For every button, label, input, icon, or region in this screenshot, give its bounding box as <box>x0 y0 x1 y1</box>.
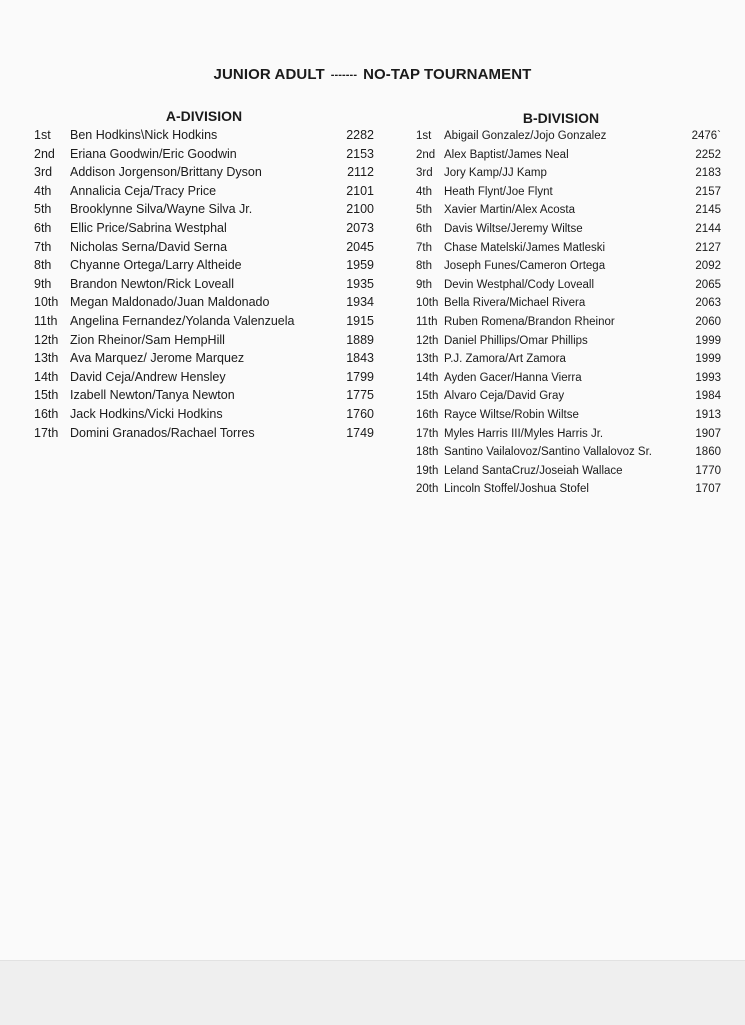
team-score: 1775 <box>346 388 374 403</box>
standings-row <box>416 204 721 223</box>
standings-row <box>34 370 374 389</box>
team-names: P.J. Zamora/Art Zamora <box>444 353 566 366</box>
standings-row <box>416 372 721 391</box>
team-score: 1984 <box>695 390 721 403</box>
team-score: 2100 <box>346 202 374 217</box>
place-label: 6th <box>34 220 52 235</box>
place-label: 2nd <box>416 148 436 161</box>
page-title <box>0 66 745 83</box>
place-label: 9th <box>416 278 432 291</box>
team-names: Brooklynne Silva/Wayne Silva Jr. <box>70 202 253 217</box>
place-label: 1st <box>34 128 51 142</box>
team-names: Domini Granados/Rachael Torres <box>70 425 255 440</box>
place-label: 12th <box>416 334 439 347</box>
team-score: 2112 <box>347 165 374 180</box>
team-score: 1999 <box>695 353 721 366</box>
standings-row <box>416 167 721 186</box>
place-label: 17th <box>34 425 59 440</box>
standings-row <box>416 149 721 168</box>
standings-row <box>416 428 721 447</box>
team-score: 1749 <box>346 425 374 440</box>
team-score: 1907 <box>695 427 721 440</box>
team-score: 1915 <box>346 313 374 328</box>
b-division-heading: B-DIVISION <box>522 110 600 126</box>
standings-row <box>34 333 374 352</box>
team-names: Jack Hodkins/Vicki Hodkins <box>70 406 223 421</box>
standings-row <box>416 130 721 149</box>
place-label: 13th <box>34 351 59 366</box>
team-names: Annalicia Ceja/Tracy Price <box>70 183 217 198</box>
team-names: Alex Baptist/James Neal <box>444 148 569 161</box>
team-score: 1993 <box>695 371 721 384</box>
standings-row <box>34 221 374 240</box>
team-names: Myles Harris III/Myles Harris Jr. <box>444 427 604 440</box>
standings-row <box>416 260 721 279</box>
team-names: Devin Westphal/Cody Loveall <box>444 278 595 291</box>
title-left: JUNIOR ADULT <box>213 66 325 83</box>
team-names: Davis Wiltse/Jeremy Wiltse <box>444 222 583 235</box>
place-label: 14th <box>416 371 439 384</box>
team-score: 2063 <box>695 297 721 310</box>
place-label: 12th <box>34 332 59 347</box>
team-score: 1999 <box>695 334 721 347</box>
title-dash: ------- <box>330 69 358 81</box>
place-label: 4th <box>416 185 432 198</box>
team-score: 2145 <box>695 204 721 217</box>
scan-background <box>0 960 745 1025</box>
team-names: Xavier Martin/Alex Acosta <box>444 204 576 217</box>
place-label: 2nd <box>34 146 55 161</box>
team-names: Rayce Wiltse/Robin Wiltse <box>444 408 579 421</box>
team-score: 1934 <box>346 295 374 310</box>
standings-row <box>34 295 374 314</box>
place-label: 17th <box>416 427 439 440</box>
team-score: 2060 <box>695 315 721 328</box>
place-label: 18th <box>416 446 439 459</box>
team-score: 1760 <box>346 406 374 421</box>
team-names: Ellic Price/Sabrina Westphal <box>70 220 227 235</box>
standings-row <box>416 409 721 428</box>
team-names: Joseph Funes/Cameron Ortega <box>444 260 606 273</box>
team-names: Nicholas Serna/David Serna <box>70 239 228 254</box>
team-score: 1799 <box>346 369 374 384</box>
team-score: 1935 <box>346 276 374 291</box>
standings-row <box>34 128 374 147</box>
place-label: 16th <box>416 408 439 421</box>
a-division <box>34 108 374 444</box>
team-score: 2045 <box>346 239 374 254</box>
team-names: Ben Hodkins\Nick Hodkins <box>70 128 218 142</box>
place-label: 14th <box>34 369 59 384</box>
team-score: 2252 <box>695 148 721 161</box>
place-label: 8th <box>416 260 432 273</box>
standings-row <box>416 297 721 316</box>
standings-row <box>34 407 374 426</box>
team-score: 1843 <box>346 351 374 366</box>
place-label: 16th <box>34 406 59 421</box>
team-score: 2073 <box>346 220 374 235</box>
place-label: 1st <box>416 130 432 142</box>
team-score: 2127 <box>695 241 721 254</box>
place-label: 15th <box>416 390 439 403</box>
place-label: 8th <box>34 258 52 273</box>
standings-row <box>416 446 721 465</box>
standings-row <box>34 184 374 203</box>
team-score: 2065 <box>695 278 721 291</box>
standings-row <box>416 242 721 261</box>
team-score: 2476` <box>691 130 721 142</box>
standings-row <box>34 314 374 333</box>
place-label: 10th <box>416 297 439 310</box>
team-names: Lincoln Stoffel/Joshua Stofel <box>444 483 589 496</box>
team-names: Daniel Phillips/Omar Phillips <box>444 334 588 347</box>
team-names: Angelina Fernandez/Yolanda Valenzuela <box>70 313 295 328</box>
standings-row <box>416 390 721 409</box>
team-names: Addison Jorgenson/Brittany Dyson <box>70 165 262 180</box>
standings-row <box>416 223 721 242</box>
team-names: Megan Maldonado/Juan Maldonado <box>70 295 270 310</box>
place-label: 15th <box>34 388 59 403</box>
standings-row <box>416 465 721 484</box>
team-names: Heath Flynt/Joe Flynt <box>444 185 553 198</box>
place-label: 20th <box>416 483 439 496</box>
place-label: 13th <box>416 353 439 366</box>
place-label: 5th <box>416 204 432 217</box>
team-names: Chase Matelski/James Matleski <box>444 241 606 254</box>
team-score: 2157 <box>695 185 721 198</box>
team-names: David Ceja/Andrew Hensley <box>70 369 226 384</box>
team-names: Chyanne Ortega/Larry Altheide <box>70 258 242 273</box>
place-label: 7th <box>416 241 432 254</box>
place-label: 3rd <box>416 167 433 180</box>
standings-row <box>416 353 721 372</box>
standings-row <box>416 483 721 502</box>
standings-row <box>34 202 374 221</box>
place-label: 11th <box>416 315 438 328</box>
place-label: 4th <box>34 183 52 198</box>
team-names: Alvaro Ceja/David Gray <box>444 390 565 403</box>
team-names: Jory Kamp/JJ Kamp <box>444 167 547 180</box>
place-label: 5th <box>34 202 52 217</box>
a-division-rows <box>34 128 374 444</box>
team-score: 2153 <box>346 146 374 161</box>
standings-row <box>34 147 374 166</box>
place-label: 7th <box>34 239 52 254</box>
standings-row <box>34 240 374 259</box>
standings-row <box>34 277 374 296</box>
standings-row <box>416 335 721 354</box>
place-label: 6th <box>416 222 432 235</box>
team-score: 2144 <box>695 222 721 235</box>
standings-row <box>416 316 721 335</box>
title-right: NO-TAP TOURNAMENT <box>363 66 532 83</box>
team-score: 1860 <box>695 446 721 459</box>
standings-row <box>34 388 374 407</box>
team-score: 1959 <box>346 258 374 273</box>
team-score: 1889 <box>346 332 374 347</box>
place-label: 3rd <box>34 165 53 180</box>
place-label: 19th <box>416 464 439 477</box>
team-score: 1707 <box>695 483 721 496</box>
team-score: 2282 <box>346 128 374 142</box>
team-score: 2183 <box>695 167 721 180</box>
place-label: 10th <box>34 295 59 310</box>
team-names: Bella Rivera/Michael Rivera <box>444 297 586 310</box>
team-score: 1913 <box>695 408 721 421</box>
team-names: Izabell Newton/Tanya Newton <box>70 388 235 403</box>
standings-row <box>34 258 374 277</box>
team-score: 2101 <box>346 183 374 198</box>
team-names: Eriana Goodwin/Eric Goodwin <box>70 146 237 161</box>
team-names: Zion Rheinor/Sam HempHill <box>70 332 225 347</box>
standings-row <box>34 165 374 184</box>
team-names: Ayden Gacer/Hanna Vierra <box>444 371 582 384</box>
standings-row <box>416 279 721 298</box>
place-label: 11th <box>34 313 58 328</box>
team-names: Ava Marquez/ Jerome Marquez <box>70 351 245 366</box>
team-names: Ruben Romena/Brandon Rheinor <box>444 315 615 328</box>
team-score: 1770 <box>695 464 721 477</box>
a-division-heading: A-DIVISION <box>165 108 243 124</box>
team-names: Santino Vailalovoz/Santino Vallalovoz Sr. <box>444 446 652 459</box>
team-score: 2092 <box>695 260 721 273</box>
b-division-rows <box>416 130 721 502</box>
team-names: Abigail Gonzalez/Jojo Gonzalez <box>444 130 607 142</box>
team-names: Brandon Newton/Rick Loveall <box>70 276 234 291</box>
standings-row <box>34 426 374 445</box>
standings-row <box>416 186 721 205</box>
standings-row <box>34 351 374 370</box>
team-names: Leland SantaCruz/Joseiah Wallace <box>444 464 623 477</box>
place-label: 9th <box>34 276 52 291</box>
b-division <box>416 110 721 502</box>
